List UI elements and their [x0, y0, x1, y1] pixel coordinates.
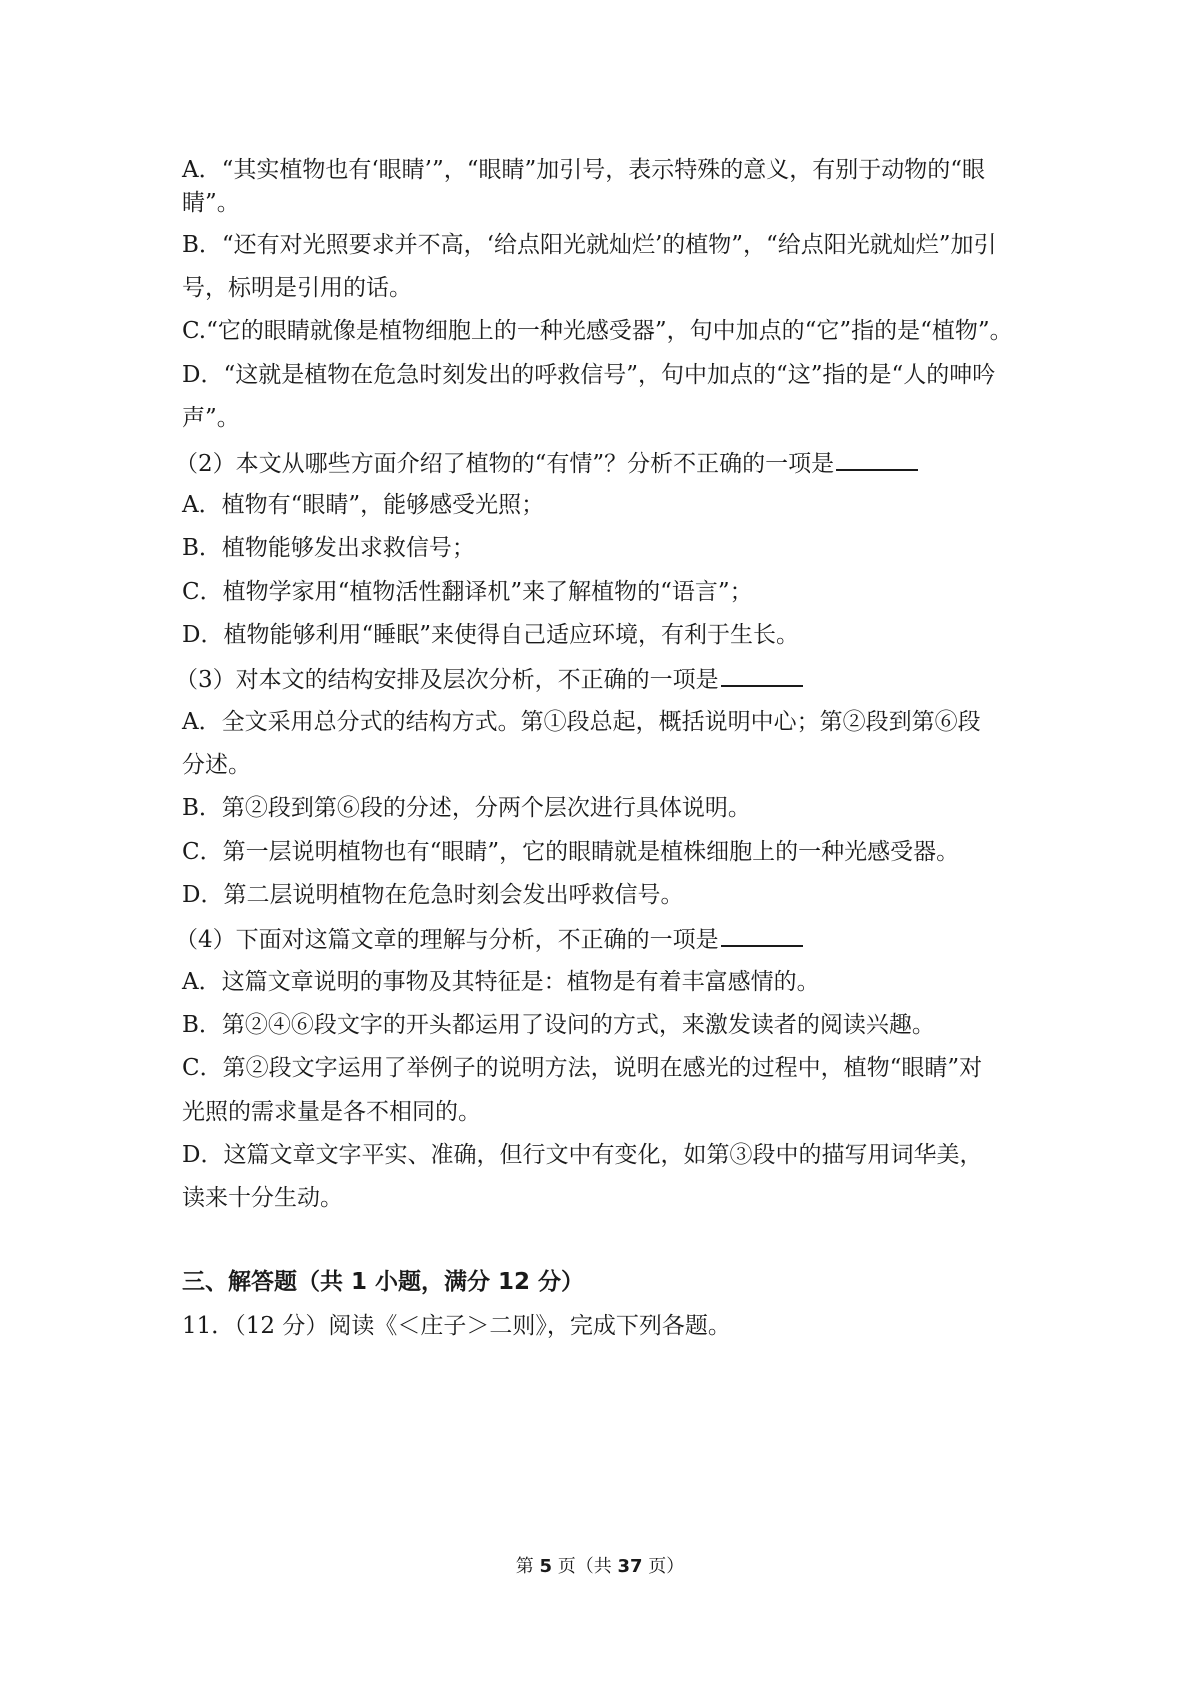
question-11: 11．（12 分）阅读《＜庄子＞二则》，完成下列各题。 [182, 1313, 731, 1339]
q4-option-c-line2: 光照的需求量是各不相同的。 [182, 1099, 481, 1125]
footer-middle: 页（共 [557, 1556, 612, 1577]
page-footer [0, 1555, 1200, 1579]
q2-stem [175, 447, 1035, 479]
q2-option-a: A．植物有“眼睛”，能够感受光照； [182, 492, 545, 518]
q1-option-b-line2: 号，标明是引用的话。 [182, 275, 412, 301]
q3-option-b: B．第②段到第⑥段的分述，分两个层次进行具体说明。 [182, 795, 751, 821]
q1-option-a-line1: A．“其实植物也有‘眼睛’”，“眼睛”加引号，表示特殊的意义，有别于动物的“眼 [182, 157, 986, 183]
q3-stem [175, 663, 1035, 695]
q4-option-b: B．第②④⑥段文字的开头都运用了设问的方式，来激发读者的阅读兴趣。 [182, 1012, 935, 1038]
footer-suffix: 页） [648, 1556, 685, 1577]
q2-option-c: C．植物学家用“植物活性翻译机”来了解植物的“语言”； [182, 579, 753, 605]
q3-option-d: D．第二层说明植物在危急时刻会发出呼救信号。 [182, 882, 684, 908]
footer-page-number: 5 [539, 1556, 552, 1577]
q1-option-d-line1: D．“这就是植物在危急时刻发出的呼救信号”，句中加点的“这”指的是“人的呻吟 [182, 362, 996, 388]
q2-option-b: B．植物能够发出求救信号； [182, 535, 475, 561]
q1-option-c: C.“它的眼睛就像是植物细胞上的一种光感受器”，句中加点的“它”指的是“植物”。 [182, 318, 1013, 344]
q3-option-c: C．第一层说明植物也有“眼睛”，它的眼睛就是植株细胞上的一种光感受器。 [182, 839, 960, 865]
section-heading: 三、解答题（共 1 小题，满分 12 分） [182, 1269, 585, 1295]
q4-option-d-line2: 读来十分生动。 [182, 1185, 343, 1211]
q1-option-b-line1: B．“还有对光照要求并不高，‘给点阳光就灿烂’的植物”，“给点阳光就灿烂”加引 [182, 232, 997, 258]
q4-stem [175, 923, 1035, 955]
q2-option-d: D．植物能够利用“睡眠”来使得自己适应环境，有利于生长。 [182, 622, 799, 648]
q4-stem-text: （4）下面对这篇文章的理解与分析，不正确的一项是 [175, 927, 719, 953]
footer-prefix: 第 [515, 1556, 534, 1577]
q1-option-a-line2: 睛”。 [182, 190, 240, 216]
q1-option-d-line2: 声”。 [182, 405, 240, 431]
q4-option-a: A．这篇文章说明的事物及其特征是：植物是有着丰富感情的。 [182, 969, 820, 995]
footer-total-pages: 37 [617, 1556, 643, 1577]
q2-stem-text: （2）本文从哪些方面介绍了植物的“有情”？分析不正确的一项是 [175, 451, 835, 477]
answer-blank [836, 447, 918, 471]
q3-option-a-line1: A．全文采用总分式的结构方式。第①段总起，概括说明中心；第②段到第⑥段 [182, 709, 981, 735]
q3-option-a-line2: 分述。 [182, 752, 251, 778]
q4-option-d-line1: D．这篇文章文字平实、准确，但行文中有变化，如第③段中的描写用词华美， [182, 1142, 983, 1168]
answer-blank [721, 923, 803, 947]
q4-option-c-line1: C．第②段文字运用了举例子的说明方法，说明在感光的过程中，植物“眼睛”对 [182, 1055, 983, 1081]
answer-blank [721, 663, 803, 687]
q3-stem-text: （3）对本文的结构安排及层次分析，不正确的一项是 [175, 667, 719, 693]
